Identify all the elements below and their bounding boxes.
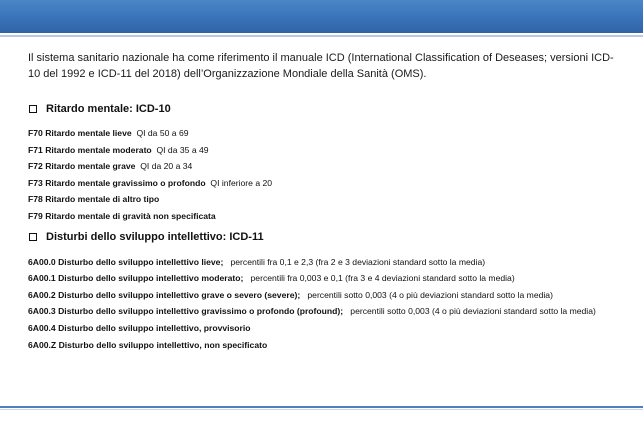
item-title: F79 Ritardo mentale di gravità non specificata — [28, 210, 216, 221]
item-desc: QI inferiore a 20 — [210, 177, 273, 188]
item-desc: percentili fra 0,1 e 2,3 (fra 2 e 3 deviazioni standard sotto la media) — [230, 256, 486, 267]
item-title: F73 Ritardo mentale gravissimo o profondo — [28, 177, 206, 188]
list-item — [28, 142, 618, 159]
item-desc: QI da 50 a 69 — [136, 128, 189, 138]
slide-content — [28, 50, 618, 358]
list-item — [28, 287, 618, 304]
list-item — [28, 158, 618, 175]
list-item — [28, 191, 618, 208]
footer-divider — [0, 406, 643, 408]
header-divider — [0, 35, 643, 37]
item-title: F71 Ritardo mentale moderato — [28, 144, 152, 155]
list-item — [28, 208, 618, 225]
item-desc: QI da 35 a 49 — [156, 144, 209, 155]
list-item — [28, 125, 618, 142]
list-item — [28, 270, 618, 287]
footer-divider-light — [0, 409, 643, 410]
item-title: 6A00.3 Disturbo dello sviluppo intellettivo gravissimo o profondo (profound); — [28, 306, 344, 317]
icd10-heading — [28, 101, 618, 116]
icd11-heading-text: Disturbi dello sviluppo intellettivo: ICD-11 — [46, 231, 264, 244]
icd11-heading — [28, 230, 618, 245]
list-item — [28, 175, 618, 192]
item-desc: percentili fra 0,003 e 0,1 (fra 3 e 4 deviazioni standard sotto la media) — [250, 273, 515, 284]
item-desc: QI da 20 a 34 — [140, 161, 193, 172]
checkbox-bullet-icon — [29, 105, 37, 113]
item-title: 6A00.0 Disturbo dello sviluppo intellettivo lieve; — [28, 256, 224, 267]
item-title: 6A00.4 Disturbo dello sviluppo intellettivo, provvisorio — [28, 322, 251, 333]
item-desc: percentili sotto 0,003 (4 o più deviazioni standard sotto la media) — [350, 306, 596, 317]
item-title: 6A00.Z Disturbo dello sviluppo intellettivo, non specificato — [28, 339, 268, 350]
header-bar — [0, 0, 643, 33]
icd10-list — [28, 125, 618, 225]
item-title: 6A00.1 Disturbo dello sviluppo intellettivo moderato; — [28, 273, 244, 284]
item-desc: percentili sotto 0,003 (4 o più deviazioni standard sotto la media) — [307, 289, 553, 300]
list-item — [28, 320, 618, 337]
item-title: F72 Ritardo mentale grave — [28, 161, 136, 172]
icd10-heading-text: Ritardo mentale: ICD-10 — [46, 102, 171, 115]
intro-paragraph: Il sistema sanitario nazionale ha come riferimento il manuale ICD (International Classification of Deseases; versioni ICD-10 del 1992 e ICD-11 del 2018) dell’Organizzazione Mondiale della Sanità (OMS). — [28, 52, 614, 80]
icd11-list — [28, 254, 618, 354]
checkbox-bullet-icon — [29, 233, 37, 241]
item-title: F70 Ritardo mentale lieve — [28, 128, 132, 138]
item-title: 6A00.2 Disturbo dello sviluppo intellettivo grave o severo (severe); — [28, 289, 301, 300]
item-title: F78 Ritardo mentale di altro tipo — [28, 194, 160, 205]
list-item — [28, 337, 618, 354]
list-item — [28, 303, 618, 320]
list-item — [28, 254, 618, 271]
